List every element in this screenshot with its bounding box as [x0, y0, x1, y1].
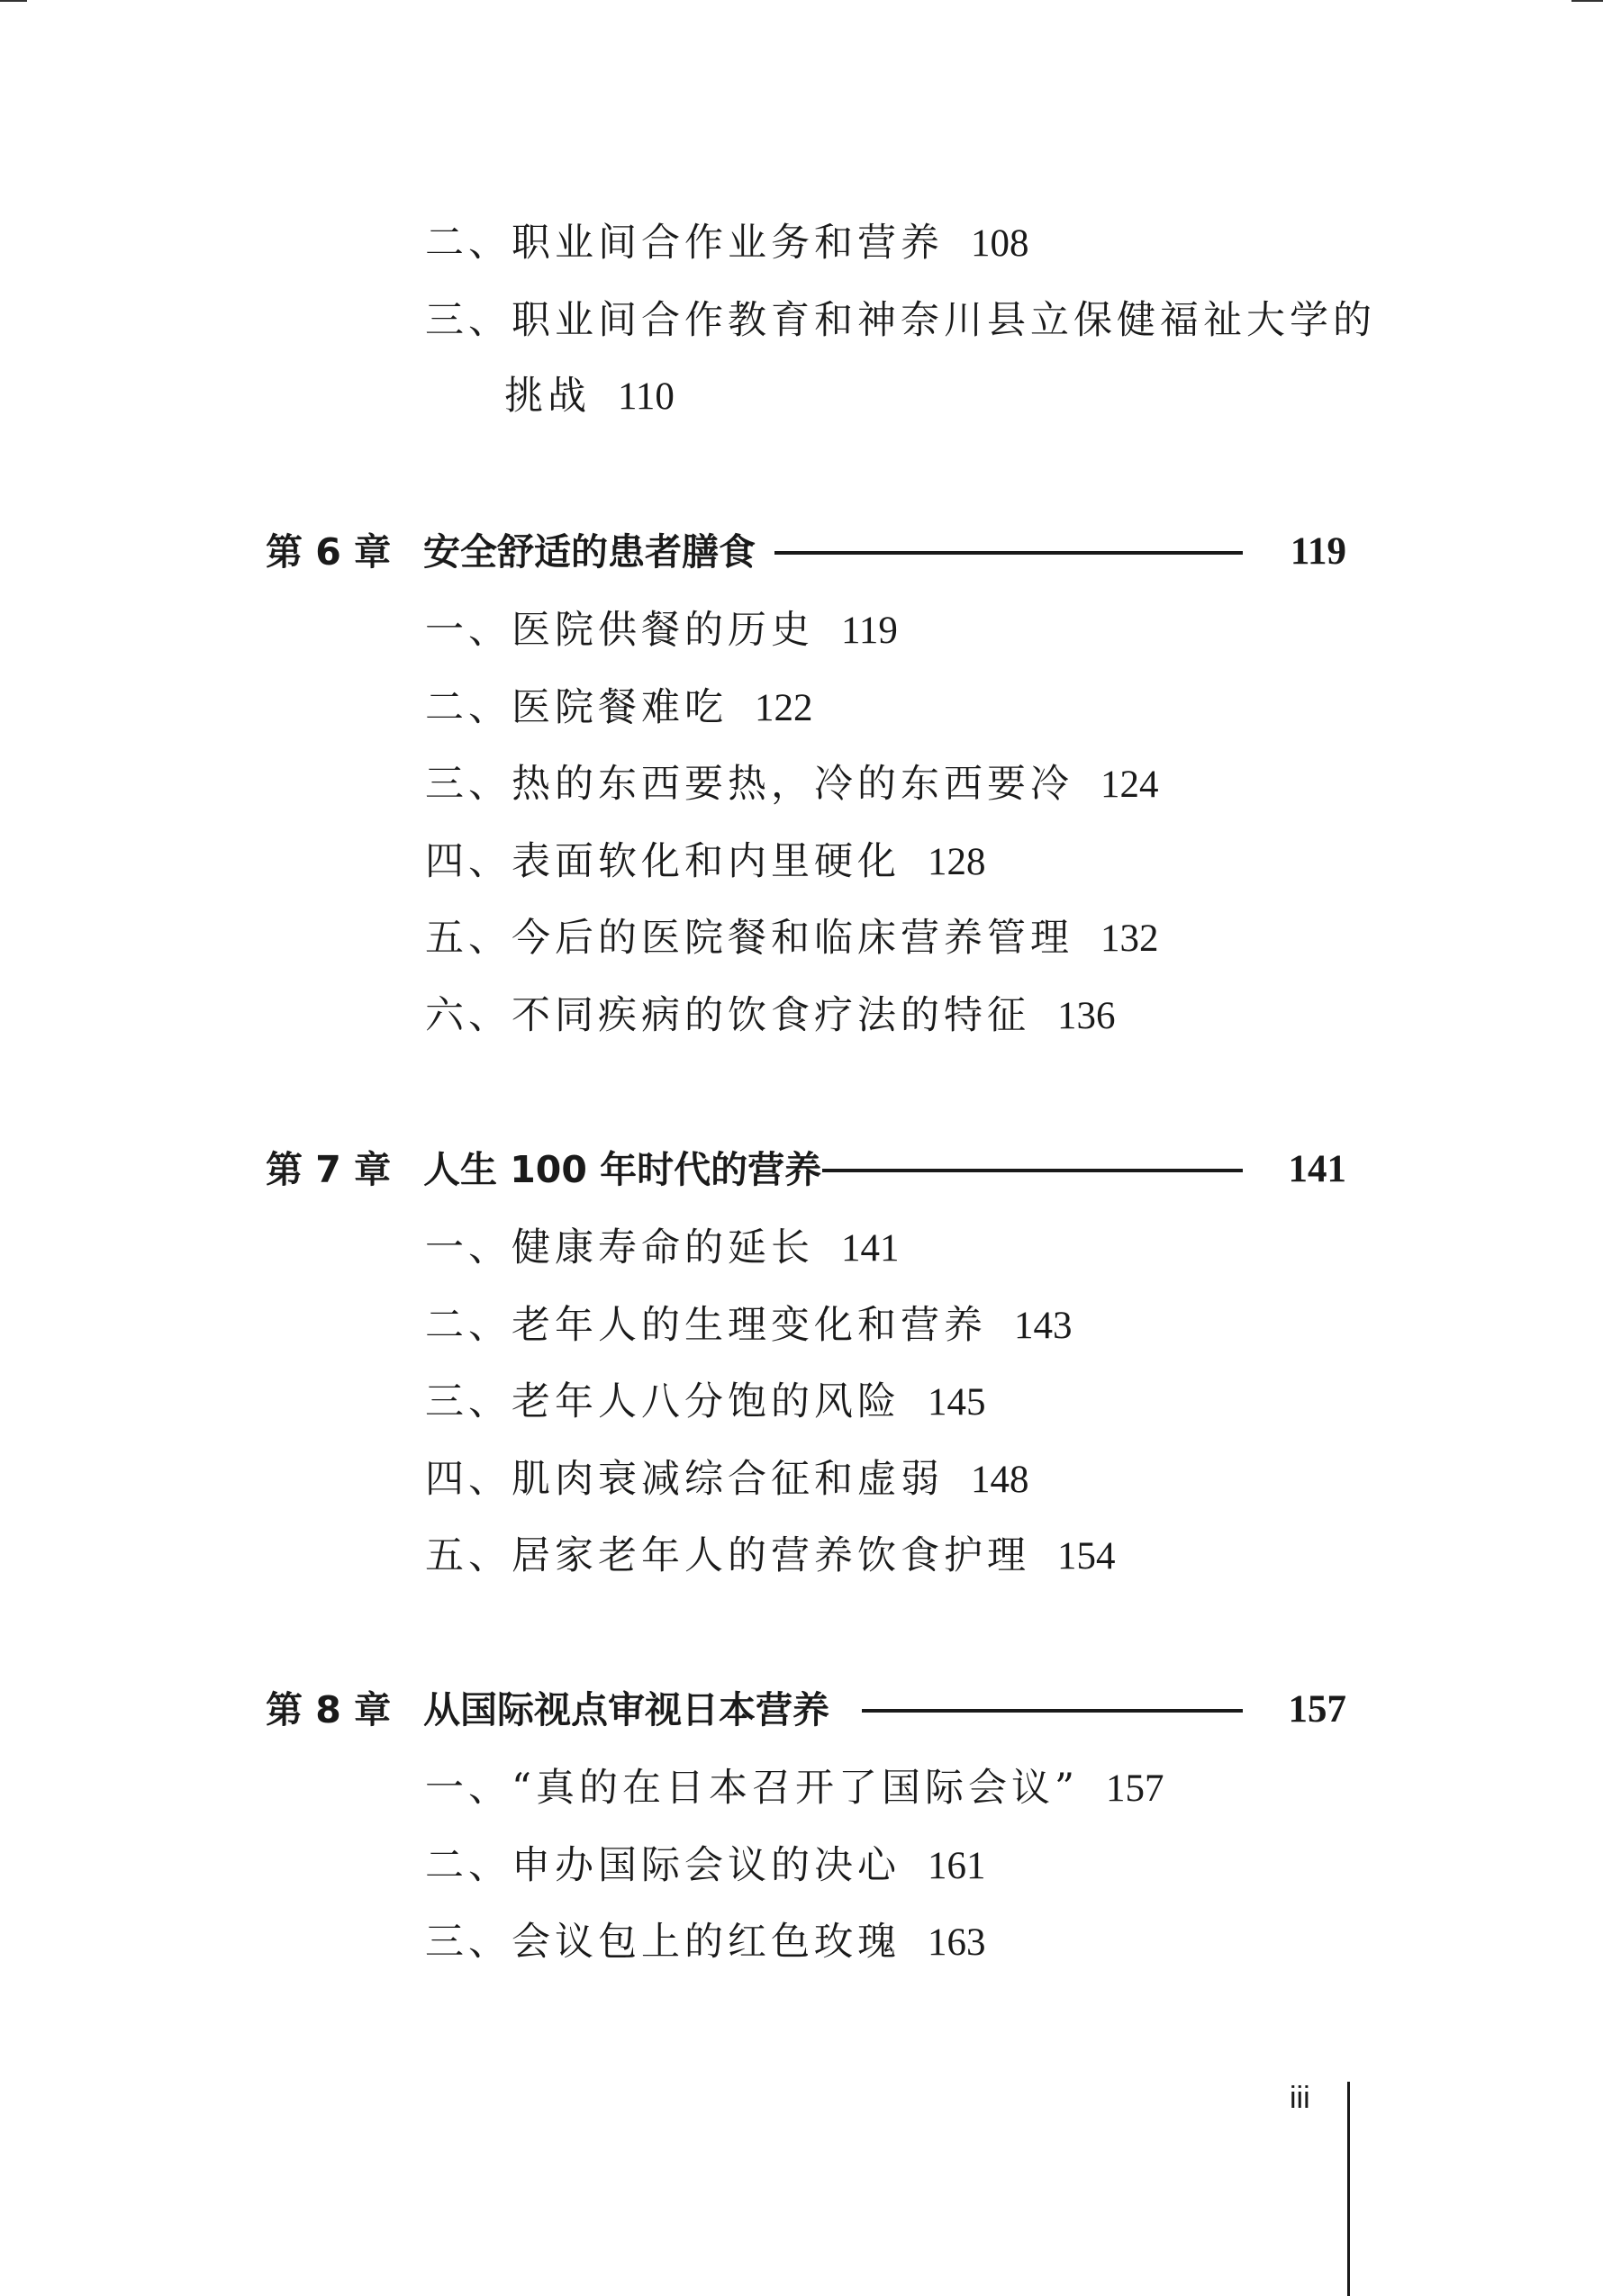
- chapter-heading[interactable]: [266, 523, 1346, 581]
- chapter-title: 安全舒适的患者膳食: [423, 530, 756, 574]
- toc-entry[interactable]: [425, 1298, 1073, 1352]
- chapter-page: 119: [1290, 530, 1346, 573]
- chapter-label: 第 8 章: [266, 1688, 392, 1731]
- toc-entry[interactable]: [425, 835, 986, 889]
- chapter-heading[interactable]: [266, 1141, 1346, 1198]
- toc-entry-text: 五、今后的医院餐和临床营养管理: [425, 916, 1073, 961]
- toc-entry-text: 三、职业间合作教育和神奈川县立保健福祉大学的: [425, 298, 1376, 343]
- leader-rule: [822, 1169, 1243, 1172]
- toc-entry-page: 145: [928, 1381, 986, 1424]
- chapter-title: 人生 100 年时代的营养: [423, 1148, 822, 1191]
- toc-entry-text: 一、医院供餐的历史: [425, 608, 814, 653]
- toc-entry-page: 119: [841, 610, 898, 652]
- toc-entry[interactable]: [425, 757, 1159, 811]
- toc-entry[interactable]: [425, 989, 1116, 1043]
- toc-entry-text: 六、不同疾病的饮食疗法的特征: [425, 993, 1030, 1038]
- toc-entry[interactable]: [425, 1839, 986, 1893]
- toc-entry-page: 122: [755, 687, 813, 729]
- chapter-label: 第 7 章: [266, 1148, 392, 1191]
- toc-entry-text: 三、会议包上的红色玫瑰: [425, 1920, 901, 1965]
- toc-entry[interactable]: [425, 911, 1159, 965]
- toc-entry[interactable]: [425, 1221, 900, 1275]
- toc-entry-text: 二、职业间合作业务和营养: [425, 221, 944, 266]
- toc-entry[interactable]: [425, 681, 813, 735]
- chapter-heading[interactable]: [266, 1681, 1346, 1739]
- toc-entry-text: 一、“真的在日本召开了国际会议”: [425, 1766, 1079, 1811]
- toc-entry-page: 157: [1105, 1767, 1164, 1810]
- page-number: iii: [1290, 2081, 1310, 2115]
- toc-entry-page: 124: [1100, 764, 1159, 806]
- toc-entry-page: 136: [1057, 995, 1116, 1037]
- toc-entry-text: 挑战: [504, 374, 591, 419]
- leader-rule: [862, 1709, 1243, 1713]
- toc-entry-text: 二、医院餐难吃: [425, 685, 728, 730]
- toc-entry-page: 110: [618, 375, 675, 418]
- toc-entry[interactable]: [425, 1529, 1116, 1583]
- toc-entry-text: 三、老年人八分饱的风险: [425, 1379, 901, 1424]
- toc-entry-text: 二、申办国际会议的决心: [425, 1843, 901, 1888]
- toc-entry[interactable]: [425, 1761, 1164, 1815]
- toc-entry-page: 143: [1014, 1305, 1073, 1347]
- toc-entry[interactable]: [425, 1915, 986, 1969]
- leader-rule: [774, 551, 1243, 555]
- toc-entry-text: 四、表面软化和内里硬化: [425, 839, 901, 884]
- toc-entry-page: 161: [928, 1845, 986, 1887]
- crop-mark-right: [1571, 0, 1603, 2]
- chapter-page: 141: [1288, 1148, 1346, 1190]
- crop-mark-left: [0, 0, 27, 2]
- toc-entry[interactable]: [425, 216, 1029, 270]
- toc-entry-text: 三、热的东西要热，冷的东西要冷: [425, 762, 1073, 807]
- toc-entry-page: 141: [841, 1227, 900, 1270]
- toc-entry[interactable]: [425, 1375, 986, 1429]
- toc-entry-text: 二、老年人的生理变化和营养: [425, 1303, 987, 1348]
- margin-rule: [1347, 2082, 1350, 2296]
- toc-entry-text: 四、肌肉衰减综合征和虚弱: [425, 1457, 944, 1502]
- toc-entry-continuation[interactable]: [504, 369, 675, 423]
- toc-entry-text: 一、健康寿命的延长: [425, 1225, 814, 1270]
- chapter-title: 从国际视点审视日本营养: [423, 1688, 829, 1731]
- chapter-page: 157: [1288, 1688, 1346, 1731]
- toc-entry-text: 五、居家老年人的营养饮食护理: [425, 1533, 1030, 1578]
- toc-entry-page: 108: [971, 222, 1029, 265]
- toc-entry-page: 148: [971, 1459, 1029, 1501]
- toc-entry-page: 154: [1057, 1535, 1116, 1577]
- toc-entry[interactable]: [425, 294, 1376, 348]
- toc-entry-page: 163: [928, 1921, 986, 1964]
- toc-entry-page: 128: [928, 841, 986, 883]
- toc-entry[interactable]: [425, 1452, 1029, 1506]
- chapter-label: 第 6 章: [266, 530, 392, 574]
- toc-entry-page: 132: [1100, 917, 1159, 960]
- toc-entry[interactable]: [425, 603, 898, 657]
